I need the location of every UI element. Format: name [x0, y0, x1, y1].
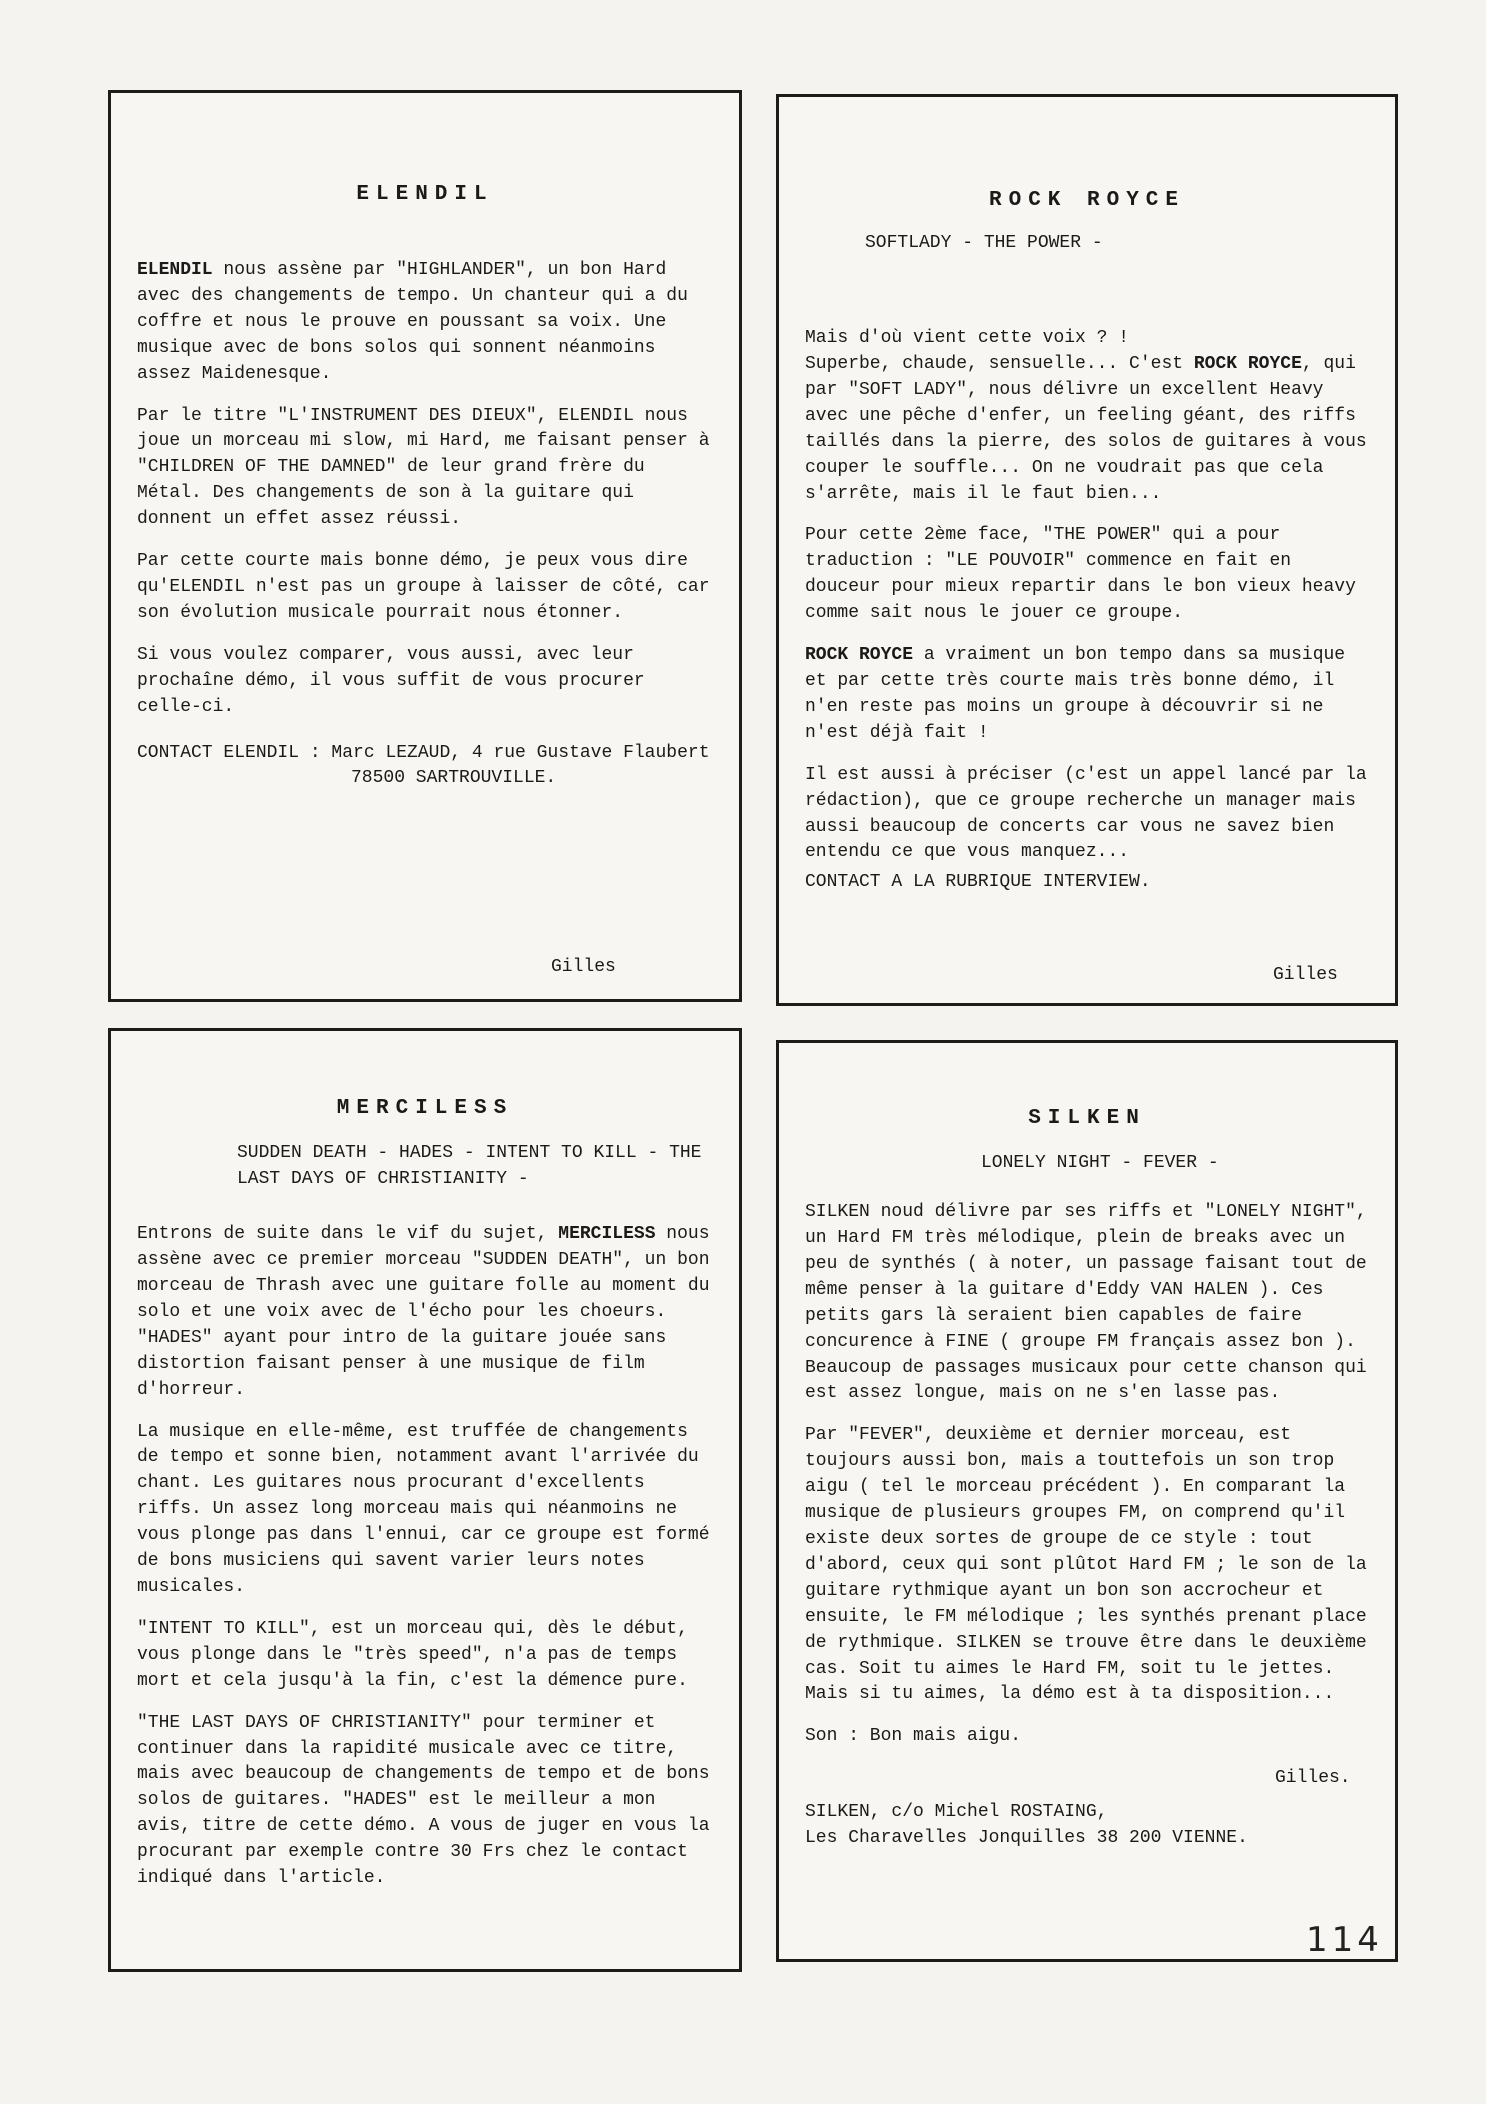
review-elendil [108, 90, 742, 1002]
review-paragraph: Par "FEVER", deuxième et dernier morceau, est toujours aussi bon, mais a touttefois un son trop aigu ( tel le morceau précédent ). En comparant la musique de plusieurs groupes FM, on comprend qu'il existe deux sortes de groupe de ce style : tout d'abord, ceux qui sont plûtot Hard FM ; le son de la guitare rythmique ayant un bon son accrocheur et ensuite, le FM mélodique ; les synthés prenant place de rythmique. SILKEN se trouve être dans le deuxième cas. Soit tu aimes le Hard FM, soit tu le jettes. Mais si tu aimes, la démo est à ta disposition... [805, 1425, 1367, 1705]
review-paragraph: "THE LAST DAYS OF CHRISTIANITY" pour terminer et continuer dans la rapidité musicale avec ce titre, mais avec beaucoup de changements de tempo et de bons solos de guitares. "HADES" est le meilleur a mon avis, titre de cette démo. A vous de juger en vous la procurant par exemple contre 30 Frs chez le contact indiqué dans l'article. [137, 1712, 710, 1889]
review-rock-royce [776, 94, 1398, 1006]
contact-address: 78500 SARTROUVILLE. [351, 768, 557, 789]
signature: Gilles. [1275, 1768, 1351, 1789]
review-paragraph: La musique en elle-même, est truffée de changements de tempo et sonne bien, notamment avant l'arrivée du chant. Les guitares nous procurant d'excellents riffs. Un assez long morceau mais qui néanmoins ne vous plonge pas dans l'ennui, car ce groupe est formé de bons musiciens qui savent varier leurs notes musicales. [137, 1421, 710, 1597]
contact-address: Les Charavelles Jonquilles 38 200 VIENNE. [805, 1828, 1248, 1849]
signature: Gilles [1273, 965, 1338, 985]
review-subtitle: SUDDEN DEATH - HADES - INTENT TO KILL - THE LAST DAYS OF CHRISTIANITY - [237, 1143, 702, 1190]
review-silken [776, 1040, 1398, 1962]
review-paragraph: Son : Bon mais aigu. [805, 1726, 1022, 1747]
review-subtitle: LONELY NIGHT - FEVER - [981, 1153, 1219, 1173]
review-paragraph: Par le titre "L'INSTRUMENT DES DIEUX", ELENDIL nous joue un morceau mi slow, mi Hard, me faisant penser à "CHILDREN OF THE DAMNED" de leur grand frère du Métal. Des changements de son à la guitare qui donnent un effet assez réussi. [137, 405, 710, 530]
review-paragraph: "INTENT TO KILL", est un morceau qui, dès le début, vous plonge dans le "très speed", n'a pas de temps mort et cela jusqu'à la fin, c'est la démence pure. [137, 1618, 688, 1691]
review-paragraph: ROCK ROYCE a vraiment un bon tempo dans sa musique et par cette très courte mais très bonne démo, il n'en reste pas moins un groupe à découvrir si ne n'est déjà fait ! [805, 645, 1346, 743]
contact-info: CONTACT A LA RUBRIQUE INTERVIEW. [805, 872, 1151, 893]
review-paragraph: SILKEN noud délivre par ses riffs et "LONELY NIGHT", un Hard FM très mélodique, plein de breaks avec un peu de synthés ( à noter, un passage faisant tout de même penser à la guitare d'Eddy VAN HALEN ). Ces petits gars là seraient bien capables de faire concurence à FINE ( groupe FM français assez bon ). Beaucoup de passages musicaux pour cette chanson qui est assez longue, mais on ne s'en lasse pas. [805, 1202, 1367, 1404]
review-paragraph: Si vous voulez comparer, vous aussi, avec leur prochaîne démo, il vous suffit de vous procurer celle-ci. [137, 644, 645, 717]
band-name: MERCILESS [558, 1224, 656, 1245]
review-paragraph: Il est aussi à préciser (c'est un appel lancé par la rédaction), que ce groupe recherche un manager mais aussi beaucoup de concerts car vous ne savez bien entendu ce que vous manquez... [805, 764, 1367, 863]
signature: Gilles [551, 957, 616, 977]
review-paragraph: Pour cette 2ème face, "THE POWER" qui a pour traduction : "LE POUVOIR" commence en fait en douceur pour mieux repartir dans le bon vieux heavy comme sait nous le jouer ce groupe. [805, 525, 1356, 624]
review-title: ROCK ROYCE [988, 189, 1186, 212]
band-name: ROCK ROYCE [1193, 354, 1302, 374]
band-name: ELENDIL [137, 260, 213, 280]
review-paragraph: Mais d'où vient cette voix ? ! [805, 328, 1130, 349]
review-title: ELENDIL [356, 183, 494, 206]
page-number: 114 [1306, 1920, 1383, 1960]
band-name: ROCK ROYCE [805, 645, 914, 666]
review-subtitle: SOFTLADY - THE POWER - [865, 233, 1103, 253]
contact-info: CONTACT ELENDIL : Marc LEZAUD, 4 rue Gustave Flaubert [137, 742, 710, 763]
review-paragraph: ELENDIL nous assène par "HIGHLANDER", un bon Hard avec des changements de tempo. Un chanteur qui a du coffre et nous le prouve en poussant sa voix. Une musique avec de bons solos qui sonnent néanmoins assez Maidenesque. [137, 260, 688, 384]
review-title: SILKEN [1028, 1107, 1146, 1130]
review-paragraph: Par cette courte mais bonne démo, je peux vous dire qu'ELENDIL n'est pas un groupe à laisser de côté, car son évolution musicale pourrait nous étonner. [137, 551, 710, 623]
review-title: MERCILESS [336, 1097, 514, 1120]
review-merciless [108, 1028, 742, 1972]
review-paragraph: Superbe, chaude, sensuelle... C'est ROCK ROYCE, qui par "SOFT LADY", nous délivre un excellent Heavy avec une pêche d'enfer, un feeling géant, des riffs taillés dans la pierre, des solos de guitares à vous couper le souffle... On ne voudrait pas que cela s'arrête, mais il le faut bien... [805, 354, 1367, 504]
contact-info: SILKEN, c/o Michel ROSTAING, [805, 1802, 1108, 1823]
review-paragraph: Entrons de suite dans le vif du sujet, MERCILESS nous assène avec ce premier morceau "SUDDEN DEATH", un bon morceau de Thrash avec une guitare folle au moment du solo et une voix avec de l'écho pour les choeurs. "HADES" ayant pour intro de la guitare jouée sans distortion faisant penser à une musique de film d'horreur. [137, 1224, 710, 1400]
